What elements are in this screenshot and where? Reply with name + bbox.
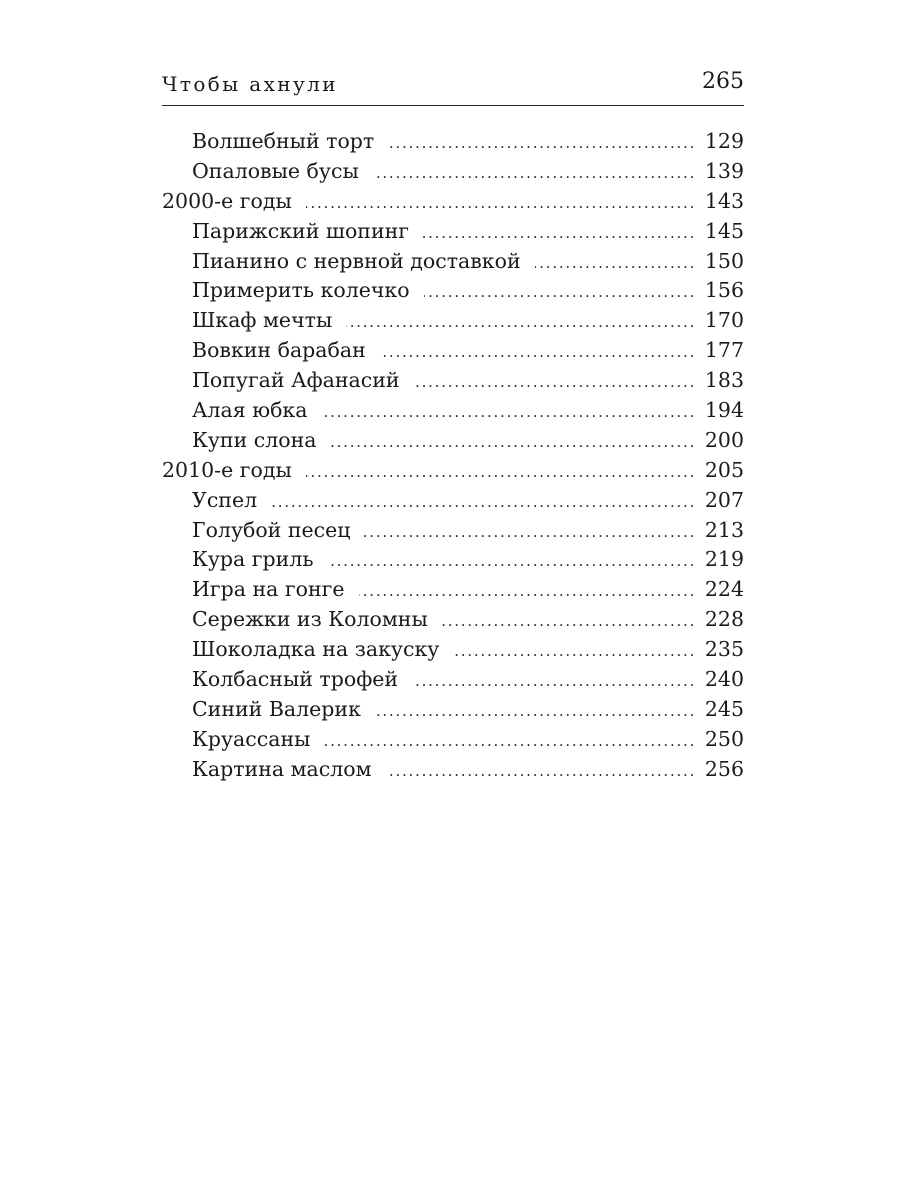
dot-leader (423, 219, 693, 249)
toc-entry-title: Волшебный торт (192, 129, 375, 153)
dot-leader (321, 398, 692, 428)
toc-entry (162, 336, 744, 366)
toc-entry-title: Пианино с нервной доставкой (192, 248, 521, 273)
toc-entry (162, 545, 744, 575)
toc-entry-page: 170 (704, 308, 744, 333)
table-of-contents (162, 127, 744, 785)
toc-entry-page: 156 (704, 278, 744, 303)
toc-entry-title: Картина маслом (192, 756, 372, 781)
dot-leader (412, 667, 693, 697)
dot-leader (442, 607, 693, 637)
dot-leader (271, 488, 693, 518)
toc-entry (162, 575, 744, 605)
toc-entry-page: 250 (704, 726, 744, 751)
toc-entry (162, 695, 744, 725)
toc-entry-page: 205 (704, 457, 744, 482)
toc-entry (162, 247, 744, 277)
toc-entry (162, 217, 744, 247)
dot-leader (331, 428, 693, 458)
dot-leader (424, 278, 693, 308)
toc-entry (162, 605, 744, 635)
toc-entry (162, 725, 744, 755)
toc-entry (162, 276, 744, 306)
toc-entry (162, 486, 744, 516)
dot-leader (414, 368, 693, 398)
dot-leader (364, 518, 692, 548)
toc-entry-page: 200 (704, 427, 744, 452)
toc-entry-page: 143 (704, 188, 744, 213)
dot-leader (453, 637, 693, 667)
toc-section-entry (162, 187, 744, 217)
toc-entry (162, 127, 744, 157)
toc-entry-title: Колбасный трофей (192, 667, 399, 692)
toc-entry (162, 157, 744, 187)
toc-entry-title: Опаловые бусы (192, 158, 359, 183)
toc-entry-page: 145 (704, 218, 744, 243)
toc-entry (162, 426, 744, 456)
header-rule (162, 105, 744, 106)
dot-leader (346, 308, 693, 338)
dot-leader (328, 547, 693, 577)
toc-entry-page: 194 (704, 398, 744, 423)
toc-entry (162, 306, 744, 336)
toc-entry-page: 235 (704, 637, 744, 662)
toc-entry-page: 245 (704, 696, 744, 721)
running-title: Чтобы ахнули (162, 72, 339, 96)
toc-entry-title: Примерить колечко (192, 278, 410, 303)
toc-entry (162, 665, 744, 695)
dot-leader (306, 458, 693, 488)
toc-entry-title: Сережки из Коломны (192, 607, 428, 632)
toc-entry-title: Круассаны (192, 726, 311, 751)
toc-entry-page: 183 (704, 368, 744, 393)
toc-entry-title: Купи слона (192, 427, 317, 452)
toc-section-entry (162, 456, 744, 486)
toc-entry-page: 139 (704, 158, 744, 183)
toc-entry-page: 207 (704, 487, 744, 512)
toc-entry (162, 755, 744, 785)
dot-leader (324, 727, 692, 757)
toc-entry-page: 240 (704, 667, 744, 692)
toc-entry (162, 396, 744, 426)
toc-entry-page: 228 (704, 607, 744, 632)
toc-entry-title: Голубой песец (192, 517, 351, 542)
toc-entry-title: Попугай Афанасий (192, 368, 400, 393)
page-number: 265 (702, 69, 744, 94)
toc-entry (162, 635, 744, 665)
toc-entry-page: 219 (704, 547, 744, 572)
toc-entry-title: Алая юбка (192, 398, 308, 423)
toc-entry-page: 213 (704, 517, 744, 542)
toc-entry-page: 177 (704, 338, 744, 363)
toc-entry-title: 2000-е годы (162, 188, 292, 213)
toc-entry-title: Парижский шопинг (192, 218, 410, 243)
toc-entry-title: Игра на гонге (192, 577, 345, 602)
toc-entry-title: Вовкин барабан (192, 338, 366, 363)
dot-leader (386, 757, 693, 787)
toc-entry-page: 129 (704, 129, 744, 153)
toc-entry (162, 516, 744, 546)
toc-entry-page: 224 (704, 577, 744, 602)
dot-leader (535, 249, 693, 279)
toc-entry-page: 150 (704, 248, 744, 273)
toc-entry (162, 366, 744, 396)
toc-entry-page: 256 (704, 756, 744, 781)
dot-leader (306, 189, 693, 219)
dot-leader (359, 577, 693, 607)
toc-entry-title: Кура гриль (192, 547, 314, 572)
dot-leader (375, 697, 693, 727)
dot-leader (380, 338, 693, 368)
toc-entry-title: 2010-е годы (162, 457, 292, 482)
running-header (162, 68, 744, 100)
toc-entry-title: Синий Валерик (192, 696, 361, 721)
toc-entry-title: Шкаф мечты (192, 308, 333, 333)
dot-leader (388, 129, 693, 159)
toc-entry-title: Успел (192, 487, 258, 512)
dot-leader (373, 159, 693, 189)
toc-entry-title: Шоколадка на закуску (192, 637, 440, 662)
